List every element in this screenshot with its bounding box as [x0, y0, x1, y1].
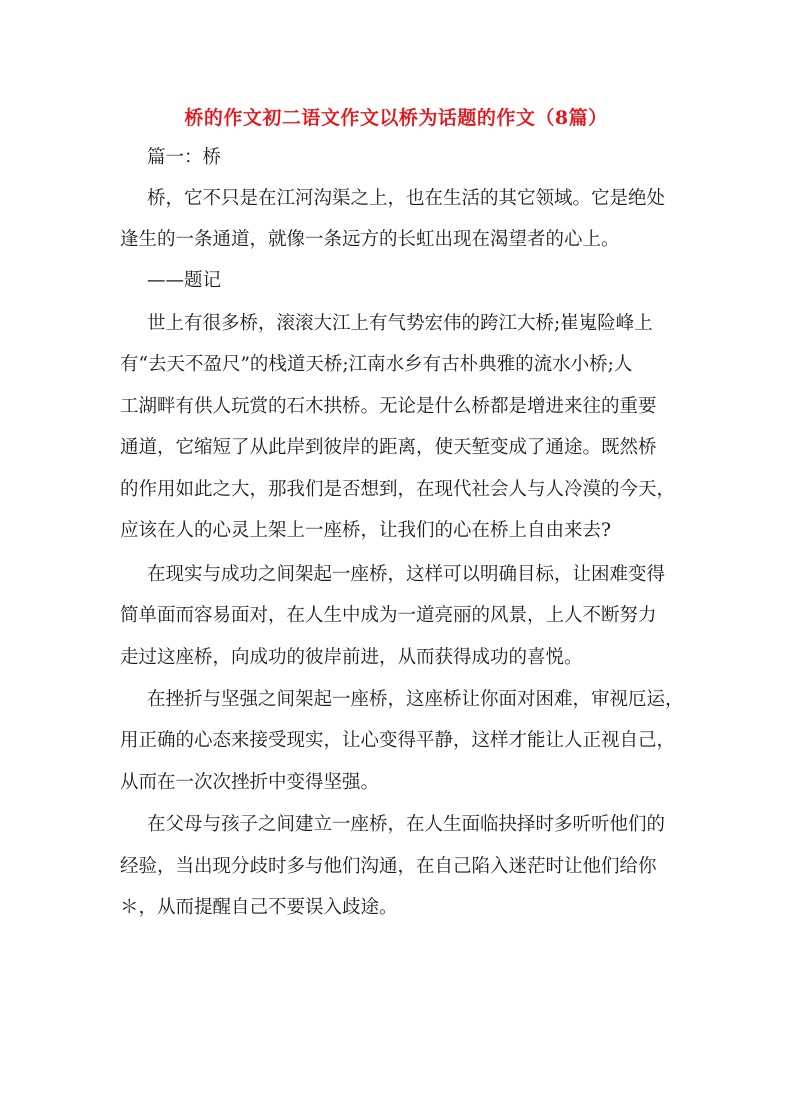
- paragraph-line: 在父母与孩子之间建立一座桥，在人生面临抉择时多听听他们的: [147, 814, 666, 835]
- paragraph-line: 有“去天不盈尺”的栈道天桥;江南水乡有古朴典雅的流水小桥;人: [120, 354, 633, 375]
- section-heading: 篇一：桥: [147, 147, 222, 168]
- paragraph-line: 工湖畔有供人玩赏的石木拱桥。无论是什么桥都是增进来往的重要: [120, 396, 657, 417]
- paragraph-line: 的作用如此之大，那我们是否想到，在现代社会人与人冷漠的今天，: [120, 479, 676, 500]
- document-title: 桥的作文初二语文作文以桥为话题的作文（8篇）: [184, 107, 608, 129]
- paragraph-line: 逢生的一条通道，就像一条远方的长虹出现在渴望者的心上。: [120, 229, 620, 250]
- paragraph-line: 简单面而容易面对，在人生中成为一道亮丽的风景，上人不断努力: [120, 605, 657, 626]
- paragraph-line: ＊，从而提醒自己不要误入歧途。: [120, 897, 398, 918]
- paragraph-line: 经验，当出现分歧时多与他们沟通，在自己陷入迷茫时让他们给你: [120, 856, 657, 877]
- paragraph-line: 应该在人的心灵上架上一座桥，让我们的心在桥上自由来去?: [120, 520, 611, 541]
- paragraph-line: 在挫折与坚强之间架起一座桥，这座桥让你面对困难，审视厄运，: [147, 689, 684, 710]
- paragraph-line: 走过这座桥，向成功的彼岸前进，从而获得成功的喜悦。: [120, 647, 583, 668]
- paragraph-line: 桥，它不只是在江河沟渠之上，也在生活的其它领域。它是绝处: [147, 188, 666, 209]
- paragraph-line: 从而在一次次挫折中变得坚强。: [120, 772, 380, 793]
- paragraph-line: 世上有很多桥，滚滚大江上有气势宏伟的跨江大桥;崔嵬险峰上: [147, 313, 653, 334]
- epigraph-attribution: ——题记: [147, 270, 222, 291]
- paragraph-line: 在现实与成功之间架起一座桥，这样可以明确目标，让困难变得: [147, 564, 666, 585]
- paragraph-line: 通道，它缩短了从此岸到彼岸的距离，使天堑变成了通途。既然桥: [120, 437, 657, 458]
- paragraph-line: 用正确的心态来接受现实，让心变得平静，这样才能让人正视自己，: [120, 730, 676, 751]
